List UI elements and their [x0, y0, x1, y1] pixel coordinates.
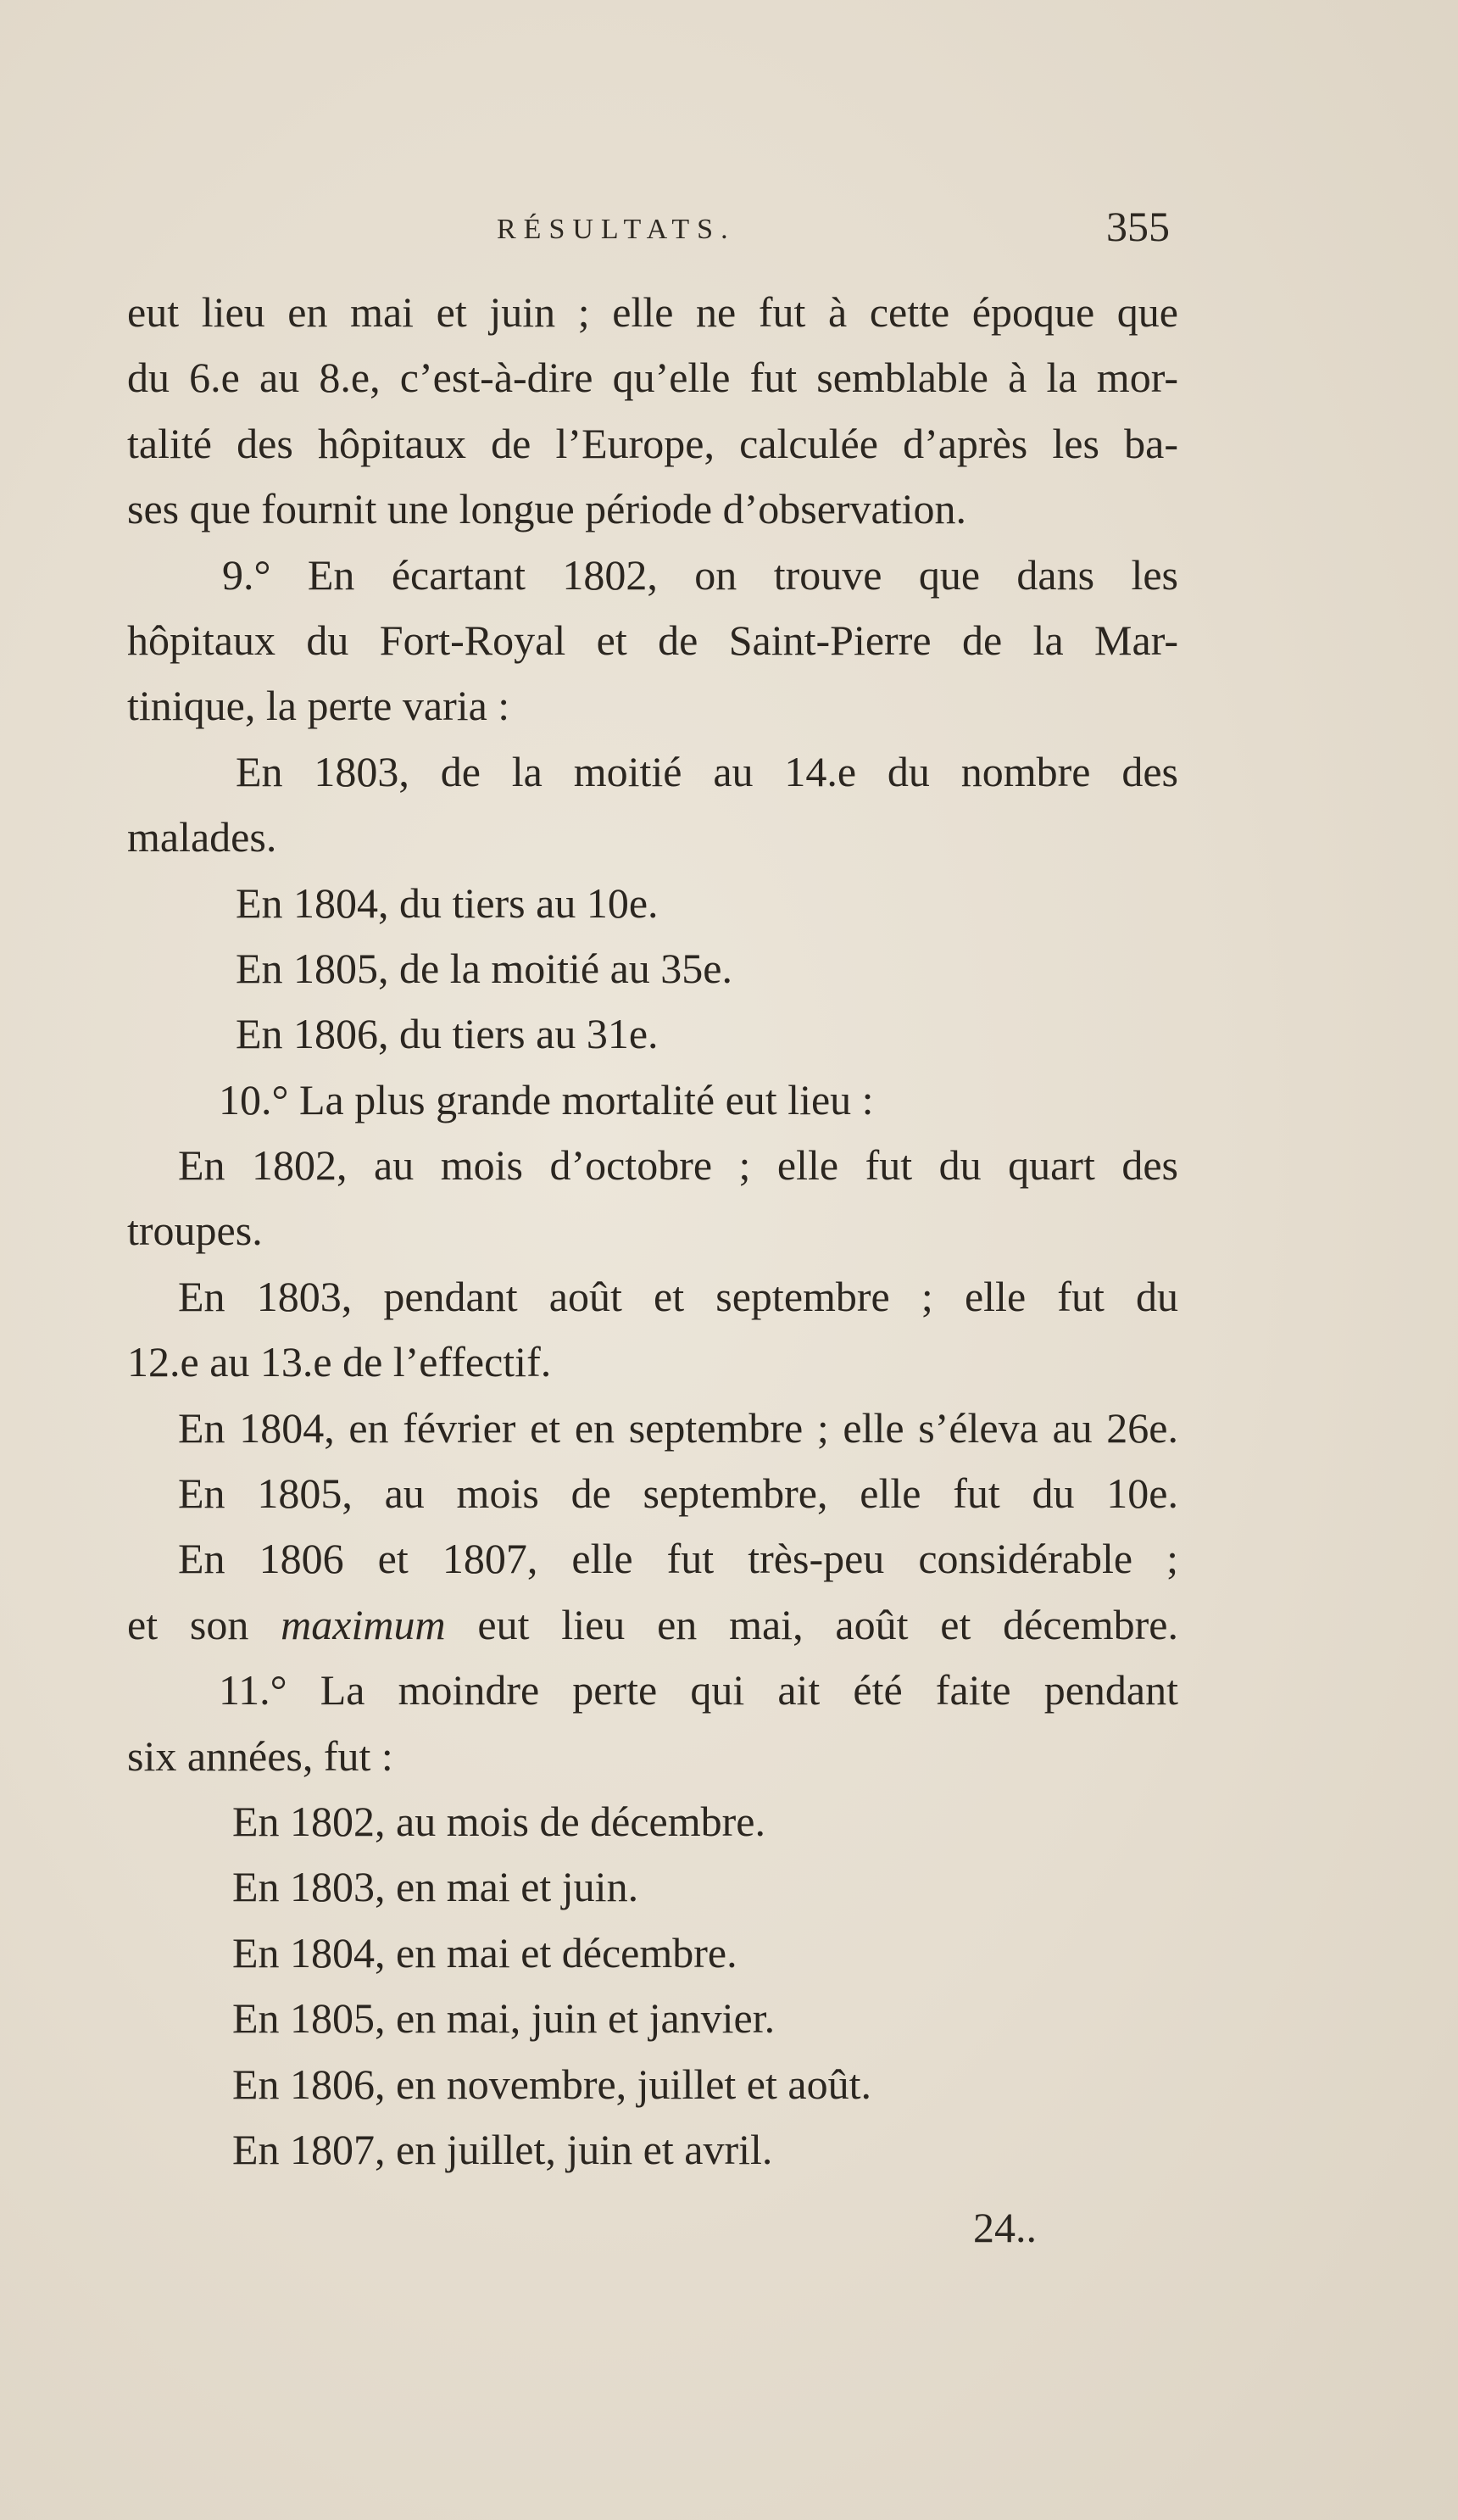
text-fragment: eut lieu en mai, août et décembre. — [445, 1600, 1178, 1648]
text-line-maximum — [127, 1592, 1178, 1658]
text-line: En 1807, en juillet, juin et avril. — [232, 2125, 773, 2173]
text-line: tinique, la perte varia : — [127, 682, 510, 730]
text-fragment: et son — [127, 1600, 281, 1648]
text-line: 9.° En écartant 1802, on trouve que dans les — [222, 550, 1178, 599]
text-line: En 1805, au mois de septembre, elle fut du 10e. — [178, 1469, 1178, 1518]
text-line: ses que fournit une longue période d’observation. — [127, 485, 967, 533]
signature-mark: 24.. — [973, 2204, 1037, 2251]
text-line: malades. — [127, 813, 277, 861]
text-line: En 1804, en mai et décembre. — [232, 1928, 737, 1976]
page-header — [127, 202, 1170, 253]
text-line: eut lieu en mai et juin ; elle ne fut à cette époque que — [127, 288, 1178, 336]
text-line: En 1804, en février et en septembre ; elle s’éleva au 26e. — [178, 1403, 1178, 1452]
text-line: 10.° La plus grande mortalité eut lieu : — [219, 1075, 874, 1123]
text-line: du 6.e au 8.e, c’est-à-dire qu’elle fut semblable à la mor- — [127, 354, 1178, 402]
text-line: En 1802, au mois de décembre. — [232, 1797, 765, 1845]
text-line: En 1802, au mois d’octobre ; elle fut du quart des — [178, 1141, 1178, 1190]
text-line: hôpitaux du Fort-Royal et de Saint-Pierre de la Mar- — [127, 616, 1178, 664]
running-title: RÉSULTATS. — [497, 214, 736, 245]
body-text — [127, 280, 1178, 2183]
text-line: En 1806 et 1807, elle fut très-peu considérable ; — [178, 1535, 1178, 1583]
text-line: En 1805, de la moitié au 35e. — [236, 944, 732, 992]
text-line: En 1806, en novembre, juillet et août. — [232, 2060, 871, 2108]
text-line: En 1803, pendant août et septembre ; elle fut du — [178, 1272, 1178, 1320]
text-line: En 1805, en mai, juin et janvier. — [232, 1994, 776, 2043]
text-line: troupes. — [127, 1207, 263, 1255]
text-line: En 1804, du tiers au 10e. — [236, 878, 659, 927]
page-number: 355 — [1106, 203, 1170, 250]
text-line: 11.° La moindre perte qui ait été faite pendant — [219, 1666, 1178, 1714]
text-line: En 1806, du tiers au 31e. — [236, 1010, 659, 1058]
text-line: En 1803, de la moitié au 14.e du nombre des — [236, 747, 1178, 795]
text-line: talité des hôpitaux de l’Europe, calculée d’après les ba- — [127, 419, 1178, 467]
italic-word: maximum — [281, 1600, 446, 1648]
text-line: six années, fut : — [127, 1731, 393, 1780]
text-line: 12.e au 13.e de l’effectif. — [127, 1338, 552, 1386]
text-line: En 1803, en mai et juin. — [232, 1863, 639, 1911]
